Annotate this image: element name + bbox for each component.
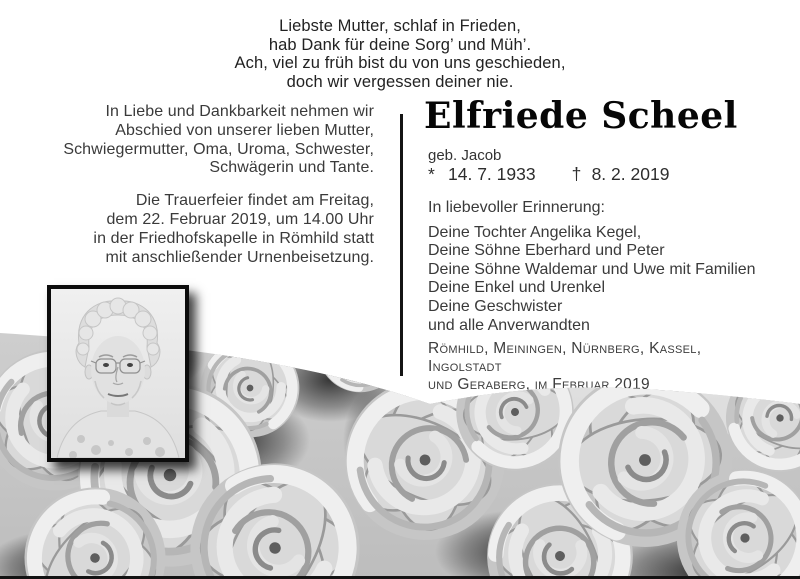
- left-column: [26, 103, 374, 267]
- poem-line: Liebste Mutter, schlaf in Frieden,: [279, 17, 521, 35]
- maiden-name: geb. Jacob: [428, 147, 502, 164]
- memorial-line: und alle Anverwandten: [428, 316, 590, 334]
- service-line: in der Friedhofskapelle in Römhild statt: [93, 229, 374, 247]
- service-paragraph: [26, 192, 374, 267]
- death-date: 8. 2. 2019: [591, 164, 670, 184]
- farewell-line: In Liebe und Dankbarkeit nehmen wir: [105, 103, 374, 120]
- birth-date: 14. 7. 1933: [448, 164, 536, 184]
- poem-line: hab Dank für deine Sorg’ und Müh’.: [268, 35, 532, 54]
- memorial-heading: In liebevoller Erinnerung:: [428, 199, 605, 216]
- poem-line: Ach, viel zu früh bist du von uns geschieden,: [234, 54, 566, 73]
- memorial-line: Deine Geschwister: [428, 297, 563, 315]
- farewell-paragraph: [26, 103, 374, 178]
- memorial-line: Deine Söhne Eberhard und Peter: [428, 242, 665, 260]
- memorial-list: [428, 199, 756, 335]
- service-line: mit anschließender Urnenbeisetzung.: [105, 248, 374, 266]
- deceased-name: Elfriede Scheel: [424, 95, 738, 137]
- memorial-line: Deine Enkel und Urenkel: [428, 279, 605, 297]
- life-dates: [428, 164, 669, 185]
- service-line: dem 22. Februar 2019, um 14.00 Uhr: [106, 210, 374, 228]
- memorial-line: Deine Söhne Waldemar und Uwe mit Familien: [428, 260, 756, 278]
- farewell-line: Schwägerin und Tante.: [209, 159, 374, 177]
- service-line: Die Trauerfeier findet am Freitag,: [135, 192, 374, 210]
- memorial-line: Deine Tochter Angelika Kegel,: [428, 223, 642, 241]
- death-cross-symbol: †: [571, 164, 582, 184]
- poem: [0, 17, 800, 92]
- closing-line: und Geraberg, im Februar 2019: [428, 376, 650, 393]
- farewell-line: Schwiegermutter, Oma, Uroma, Schwester,: [63, 140, 374, 158]
- portrait-photo: [47, 285, 189, 462]
- birth-star-symbol: *: [428, 164, 435, 184]
- closing-line: Römhild, Meiningen, Nürnberg, Kassel, Ingolstadt: [428, 340, 702, 375]
- farewell-line: Abschied von unserer lieben Mutter,: [115, 121, 374, 139]
- poem-line: doch wir vergessen deiner nie.: [286, 73, 514, 92]
